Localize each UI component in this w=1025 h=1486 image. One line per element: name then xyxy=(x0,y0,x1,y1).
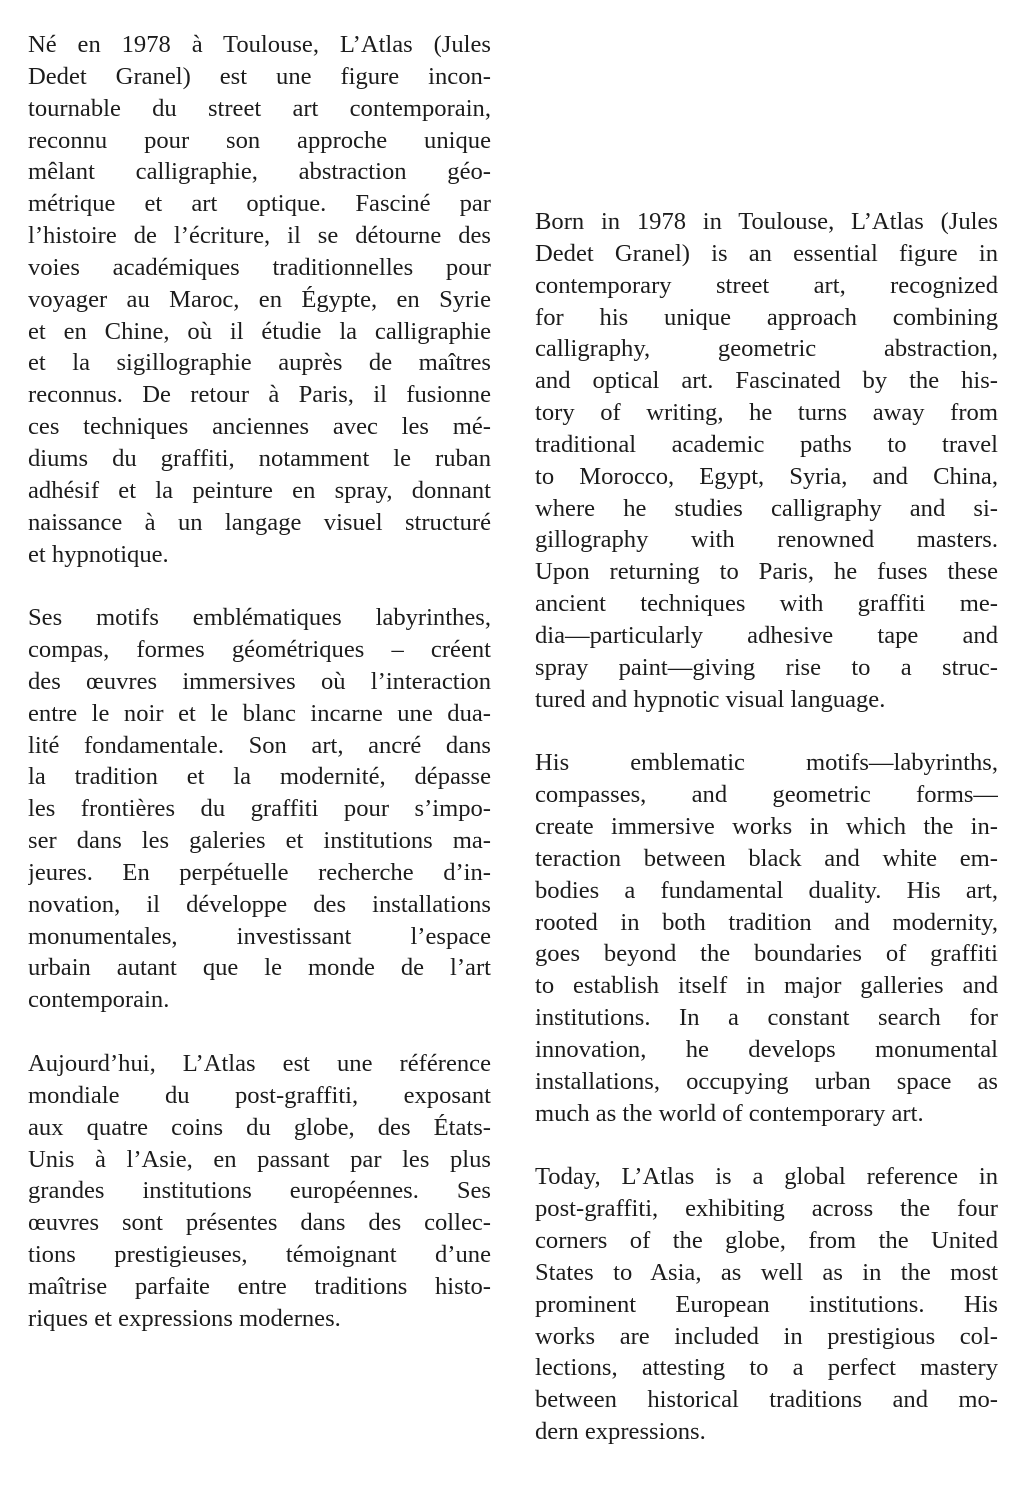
text-line: calligraphy, geometric abstraction, xyxy=(535,335,998,363)
text-line: des œuvres immersives où l’interaction xyxy=(28,667,491,695)
text-line: create immersive works in which the in- xyxy=(535,813,998,841)
text-line: Né en 1978 à Toulouse, L’Atlas (Jules xyxy=(28,31,491,58)
text-line: dia—particularly adhesive tape and xyxy=(535,621,998,649)
text-line: goes beyond the boundaries of graffiti xyxy=(535,940,998,968)
text-line: jeures. En perpétuelle recherche d’in- xyxy=(28,858,491,886)
text-line: aux quatre coins du globe, des États- xyxy=(28,1113,491,1141)
text-line: to establish itself in major galleries and xyxy=(535,972,998,1000)
english-biography-column xyxy=(535,206,998,1480)
text-line: to Morocco, Egypt, Syria, and China, xyxy=(535,462,998,490)
text-line: lité fondamentale. Son art, ancré dans xyxy=(28,731,491,759)
text-line: installations, occupying urban space as xyxy=(535,1067,998,1095)
text-line: reconnus. De retour à Paris, il fusionne xyxy=(28,381,491,409)
text-line: spray paint—giving rise to a struc- xyxy=(535,653,998,681)
text-line: adhésif et la peinture en spray, donnant xyxy=(28,476,491,504)
english-paragraph-1 xyxy=(535,206,998,716)
text-line: urbain autant que le monde de l’art xyxy=(28,954,491,982)
text-line: teraction between black and white em- xyxy=(535,844,998,872)
text-line: mondiale du post-graffiti, exposant xyxy=(28,1081,491,1109)
text-line: between historical traditions and mo- xyxy=(535,1386,998,1414)
text-line: tured and hypnotic visual language. xyxy=(535,685,886,713)
text-line: et hypnotique. xyxy=(28,540,169,568)
text-line: lections, attesting to a perfect mastery xyxy=(535,1354,998,1382)
text-line: much as the world of contemporary art. xyxy=(535,1099,924,1127)
french-paragraph-1 xyxy=(28,29,491,570)
text-line: et la sigillographie auprès de maîtres xyxy=(28,349,491,377)
text-line: novation, il développe des installations xyxy=(28,890,491,918)
text-line: monumentales, investissant l’espace xyxy=(28,922,491,950)
english-paragraph-2 xyxy=(535,747,998,1129)
text-line: where he studies calligraphy and si- xyxy=(535,494,998,522)
text-line: Dedet Granel) est une figure incon- xyxy=(28,62,491,90)
text-line: corners of the globe, from the United xyxy=(535,1227,998,1254)
text-line: Upon returning to Paris, he fuses these xyxy=(535,558,998,586)
text-line: diums du graffiti, notamment le ruban xyxy=(28,444,491,472)
text-line: Ses motifs emblématiques labyrinthes, xyxy=(28,604,491,632)
text-line: maîtrise parfaite entre traditions histo- xyxy=(28,1272,491,1300)
text-line: Aujourd’hui, L’Atlas est une référence xyxy=(28,1050,491,1077)
text-line: rooted in both tradition and modernity, xyxy=(535,908,998,936)
text-line: Today, L’Atlas is a global reference in xyxy=(535,1163,998,1191)
text-line: His emblematic motifs—labyrinths, xyxy=(535,749,998,777)
text-line: bodies a fundamental duality. His art, xyxy=(535,876,998,904)
french-biography-column xyxy=(28,29,491,1366)
text-line: et en Chine, où il étudie la calligraphie xyxy=(28,317,491,345)
text-line: naissance à un langage visuel structuré xyxy=(28,508,491,536)
text-line: tory of writing, he turns away from xyxy=(535,399,998,427)
text-line: grandes institutions européennes. Ses xyxy=(28,1177,491,1205)
text-line: l’histoire de l’écriture, il se détourne des xyxy=(28,222,491,250)
text-line: voyager au Maroc, en Égypte, en Syrie xyxy=(28,285,491,313)
text-line: contemporary street art, recognized xyxy=(535,271,998,299)
text-line: tournable du street art contemporain, xyxy=(28,94,491,122)
text-line: and optical art. Fascinated by the his- xyxy=(535,367,998,395)
text-line: post-graffiti, exhibiting across the four xyxy=(535,1195,998,1223)
text-line: reconnu pour son approche unique xyxy=(28,126,491,154)
text-line: traditional academic paths to travel xyxy=(535,430,998,458)
text-line: institutions. In a constant search for xyxy=(535,1004,998,1032)
text-line: dern expressions. xyxy=(535,1418,706,1446)
text-line: mêlant calligraphie, abstraction géo- xyxy=(28,158,491,186)
text-line: voies académiques traditionnelles pour xyxy=(28,253,491,281)
text-line: œuvres sont présentes dans des collec- xyxy=(28,1209,491,1237)
french-paragraph-2 xyxy=(28,602,491,1016)
text-line: métrique et art optique. Fasciné par xyxy=(28,190,491,218)
french-paragraph-3 xyxy=(28,1048,491,1335)
text-line: compasses, and geometric forms— xyxy=(535,781,998,809)
english-paragraph-3 xyxy=(535,1161,998,1448)
text-line: ancient techniques with graffiti me- xyxy=(535,590,998,618)
text-line: States to Asia, as well as in the most xyxy=(535,1258,998,1286)
text-line: les frontières du graffiti pour s’impo- xyxy=(28,795,491,823)
text-line: contemporain. xyxy=(28,986,170,1014)
text-line: gillography with renowned masters. xyxy=(535,526,998,554)
text-line: prominent European institutions. His xyxy=(535,1290,998,1318)
text-line: la tradition et la modernité, dépasse xyxy=(28,763,491,791)
text-line: tions prestigieuses, témoignant d’une xyxy=(28,1241,491,1269)
text-line: Dedet Granel) is an essential figure in xyxy=(535,239,998,267)
text-line: Unis à l’Asie, en passant par les plus xyxy=(28,1145,491,1173)
text-line: compas, formes géométriques – créent xyxy=(28,636,491,664)
text-line: for his unique approach combining xyxy=(535,303,998,331)
text-line: ser dans les galeries et institutions ma- xyxy=(28,827,491,855)
text-line: ces techniques anciennes avec les mé- xyxy=(28,413,491,441)
text-line: innovation, he develops monumental xyxy=(535,1035,998,1063)
text-line: works are included in prestigious col- xyxy=(535,1322,998,1350)
text-line: Born in 1978 in Toulouse, L’Atlas (Jules xyxy=(535,208,998,235)
text-line: entre le noir et le blanc incarne une dua- xyxy=(28,699,491,727)
text-line: riques et expressions modernes. xyxy=(28,1304,341,1332)
